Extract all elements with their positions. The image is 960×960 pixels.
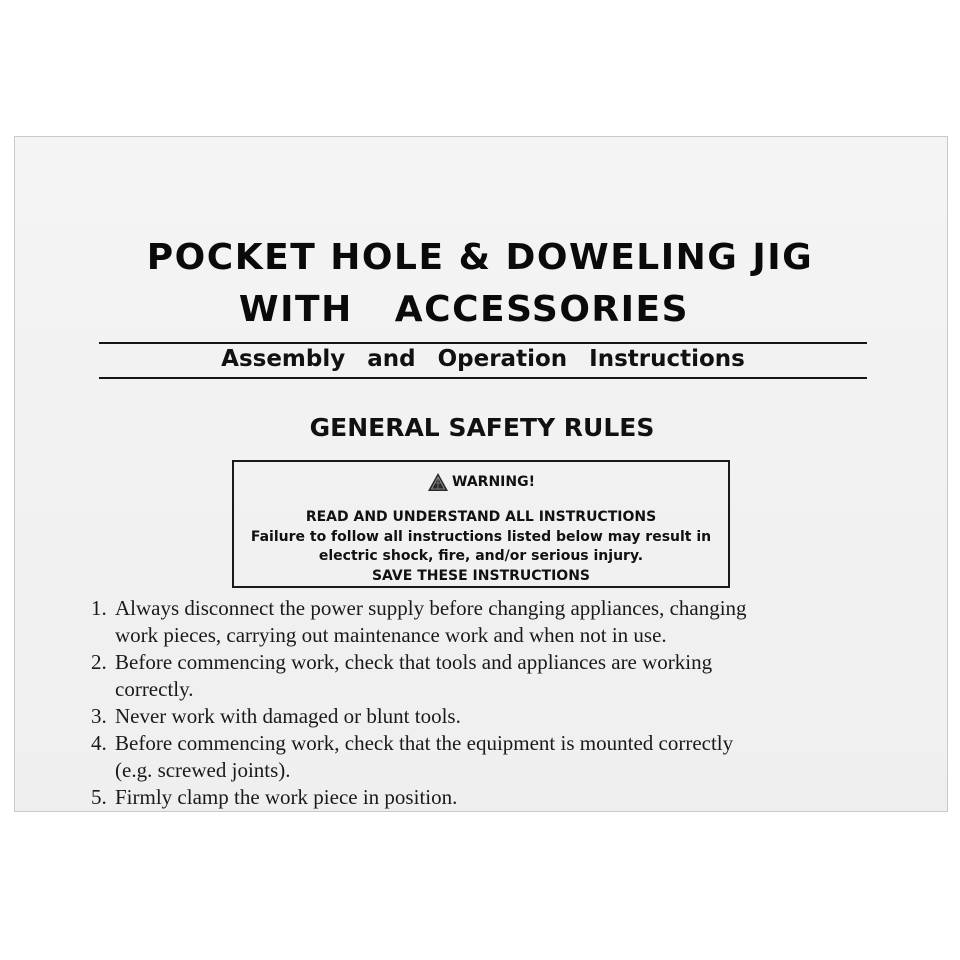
warning-triangle-icon [427, 472, 449, 492]
cropped-text-fragment [91, 805, 791, 812]
safety-rule-item [91, 595, 931, 649]
warning-text [234, 508, 728, 586]
rule-text-line: Firmly clamp the work piece in position. [115, 785, 458, 809]
rule-text-line: Before commencing work, check that tools and appliances are working [115, 650, 713, 674]
rule-text-line: Always disconnect the power supply before changing appliances, changing [115, 596, 747, 620]
rule-text-line: (e.g. screwed joints). [115, 758, 291, 782]
rule-text-line: correctly. [115, 677, 194, 701]
document-title-line-2: WITH ACCESSORIES [238, 289, 690, 330]
warning-label: WARNING! [452, 474, 535, 490]
rule-number: 4. [91, 731, 107, 755]
warning-line-1: READ AND UNDERSTAND ALL INSTRUCTIONS [305, 509, 657, 525]
rule-number: 1. [91, 596, 107, 620]
instruction-sheet [14, 136, 948, 812]
rule-text-line: Never work with damaged or blunt tools. [115, 704, 461, 728]
rule-number: 3. [91, 704, 107, 728]
divider-top [99, 342, 867, 344]
rule-number: 5. [91, 785, 107, 809]
safety-rule-item [91, 703, 931, 730]
section-heading: GENERAL SAFETY RULES [309, 413, 655, 442]
divider-bottom [99, 377, 867, 379]
warning-header [234, 470, 728, 494]
safety-rule-item [91, 649, 931, 703]
warning-box [232, 460, 730, 588]
document-subtitle: Assembly and Operation Instructions [221, 346, 745, 372]
document-title-line-1: POCKET HOLE & DOWELING JIG [146, 237, 814, 278]
warning-line-2: Failure to follow all instructions listed below may result in [250, 528, 712, 545]
rule-number: 2. [91, 650, 107, 674]
rule-text-line: Before commencing work, check that the equipment is mounted correctly [115, 731, 734, 755]
warning-line-3: electric shock, fire, and/or serious injury. [318, 548, 644, 564]
safety-rules-list [91, 595, 931, 811]
warning-line-4: SAVE THESE INSTRUCTIONS [371, 567, 591, 584]
rule-text-line: work pieces, carrying out maintenance work and when not in use. [115, 623, 667, 647]
safety-rule-item [91, 730, 931, 784]
